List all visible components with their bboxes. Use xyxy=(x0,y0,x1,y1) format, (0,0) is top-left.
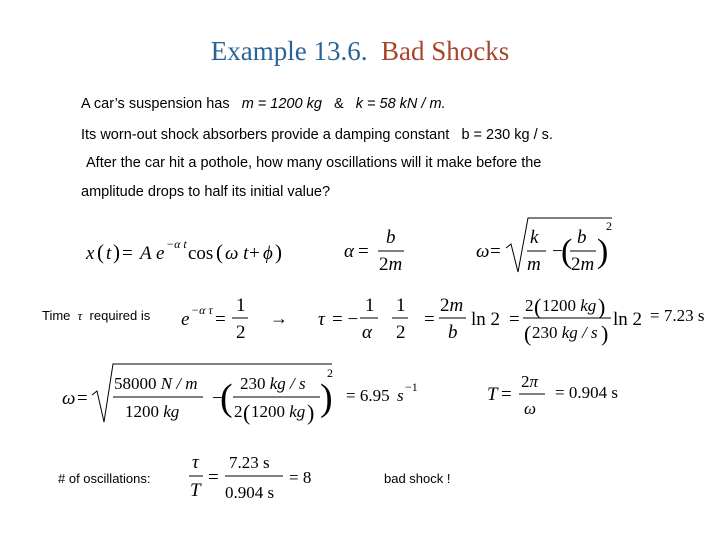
svg-text:=: = xyxy=(77,388,88,409)
bad-shock-remark: bad shock ! xyxy=(384,471,451,486)
svg-text:230 kg / s: 230 kg / s xyxy=(240,374,306,393)
line1-amp: & xyxy=(333,96,344,112)
svg-text:cos: cos xyxy=(188,243,214,264)
svg-text:2: 2 xyxy=(525,296,534,315)
svg-text:(: ( xyxy=(534,294,542,319)
svg-text:ω: ω xyxy=(476,241,490,262)
question-line-2: amplitude drops to half its initial value? xyxy=(81,184,331,200)
svg-text:A e: A e xyxy=(140,243,165,264)
svg-text:58000 N / m: 58000 N / m xyxy=(114,374,198,393)
time-label: Time xyxy=(42,308,71,323)
period-equation xyxy=(487,372,618,418)
svg-text:): ) xyxy=(601,321,609,346)
svg-text:s: s xyxy=(397,386,404,405)
svg-text:ln 2: ln 2 xyxy=(613,309,643,330)
svg-text:1200 kg: 1200 kg xyxy=(542,296,597,315)
svg-text:T: T xyxy=(190,480,201,501)
svg-text:−: − xyxy=(212,388,223,409)
svg-text:): ) xyxy=(320,377,333,419)
svg-text:(: ( xyxy=(524,321,532,346)
svg-text:): ) xyxy=(275,240,282,264)
svg-text:ω: ω xyxy=(524,399,537,418)
svg-text:230 kg / s: 230 kg / s xyxy=(532,323,598,342)
svg-text:=: = xyxy=(215,309,226,330)
tau-derivation xyxy=(318,294,704,346)
svg-text:(: ( xyxy=(220,377,233,419)
svg-text:2: 2 xyxy=(606,219,612,233)
svg-text:2π: 2π xyxy=(521,372,539,391)
svg-text:=: = xyxy=(208,467,219,488)
svg-text:b: b xyxy=(386,227,396,248)
svg-text:m: m xyxy=(527,254,541,275)
question-line-1: After the car hit a pothole, how many oscillations will it make before the xyxy=(86,155,542,171)
line2-text: Its worn-out shock absorbers provide a damping constant xyxy=(81,127,450,143)
svg-text:(: ( xyxy=(561,233,573,270)
half-amplitude-equation xyxy=(181,295,248,343)
svg-text:2: 2 xyxy=(327,366,333,380)
oscillations-equation xyxy=(189,452,311,502)
svg-text:−1: −1 xyxy=(405,380,418,394)
svg-text:ln 2: ln 2 xyxy=(471,309,501,330)
oscillations-label: # of oscillations: xyxy=(58,471,151,486)
title-number: Example 13.6. xyxy=(210,36,368,66)
svg-text:=: = xyxy=(501,384,512,405)
svg-text:ω t: ω t xyxy=(225,243,249,264)
svg-text:2: 2 xyxy=(396,322,406,343)
line1-mass: m = 1200 kg xyxy=(241,96,322,112)
svg-text:=: = xyxy=(490,241,501,262)
svg-text:−: − xyxy=(552,241,563,262)
time-required-label xyxy=(42,308,150,324)
svg-text:2m: 2m xyxy=(379,254,403,275)
svg-text:): ) xyxy=(597,233,609,270)
svg-text:2: 2 xyxy=(234,402,243,421)
svg-text:=: = xyxy=(509,309,520,330)
alpha-equation xyxy=(344,227,404,275)
svg-text:α: α xyxy=(362,322,372,343)
svg-text:τ: τ xyxy=(192,452,199,473)
svg-text:): ) xyxy=(113,240,120,264)
right-arrow-icon: → xyxy=(270,308,288,328)
svg-text:+: + xyxy=(249,243,260,264)
svg-text:−α t: −α t xyxy=(166,237,187,251)
svg-text:b: b xyxy=(577,227,587,248)
oscillations-result: = 8 xyxy=(289,468,312,487)
tau-result: = 7.23 s xyxy=(650,306,705,325)
svg-text:= −: = − xyxy=(332,309,359,330)
svg-text:2m: 2m xyxy=(440,295,464,316)
svg-text:k: k xyxy=(530,227,539,248)
svg-text:−α τ: −α τ xyxy=(191,303,213,317)
svg-text:b: b xyxy=(448,322,458,343)
required-label: required is xyxy=(89,308,151,323)
svg-text:α: α xyxy=(344,241,354,262)
svg-text:T: T xyxy=(487,384,498,405)
svg-text:2: 2 xyxy=(236,322,246,343)
svg-text:ω: ω xyxy=(62,388,76,409)
svg-text:(: ( xyxy=(243,400,251,425)
svg-text:=: = xyxy=(358,241,369,262)
line1-prefix: A car’s suspension has xyxy=(81,96,230,112)
svg-text:1200 kg: 1200 kg xyxy=(125,402,180,421)
svg-text:1: 1 xyxy=(365,295,375,316)
title-text: Bad Shocks xyxy=(380,36,510,66)
svg-text:ϕ: ϕ xyxy=(263,243,273,264)
omega-result: = 6.95 xyxy=(346,386,390,405)
line2-value: b = 230 kg / s. xyxy=(461,127,553,143)
svg-text:(: ( xyxy=(216,240,223,264)
svg-text:1: 1 xyxy=(396,295,406,316)
svg-text:t: t xyxy=(106,243,112,264)
displacement-equation xyxy=(85,237,282,264)
svg-text:1200 kg: 1200 kg xyxy=(251,402,306,421)
svg-text:τ: τ xyxy=(318,309,325,330)
svg-text:=: = xyxy=(424,309,435,330)
svg-text:=: = xyxy=(122,243,133,264)
svg-text:1: 1 xyxy=(236,295,246,316)
svg-text:): ) xyxy=(598,294,606,319)
tau-symbol: τ xyxy=(77,308,83,323)
line1-spring: k = 58 kN / m. xyxy=(355,96,446,112)
omega-equation xyxy=(476,218,612,275)
omega-numeric-equation xyxy=(62,364,418,425)
svg-text:2m: 2m xyxy=(571,254,595,275)
period-denominator: 0.904 s xyxy=(225,483,275,502)
svg-text:e: e xyxy=(181,309,190,330)
svg-text:(: ( xyxy=(97,240,104,264)
svg-text:x: x xyxy=(86,243,95,264)
svg-text:): ) xyxy=(307,400,315,425)
period-result: = 0.904 s xyxy=(555,383,618,402)
tau-numerator: 7.23 s xyxy=(229,453,270,472)
